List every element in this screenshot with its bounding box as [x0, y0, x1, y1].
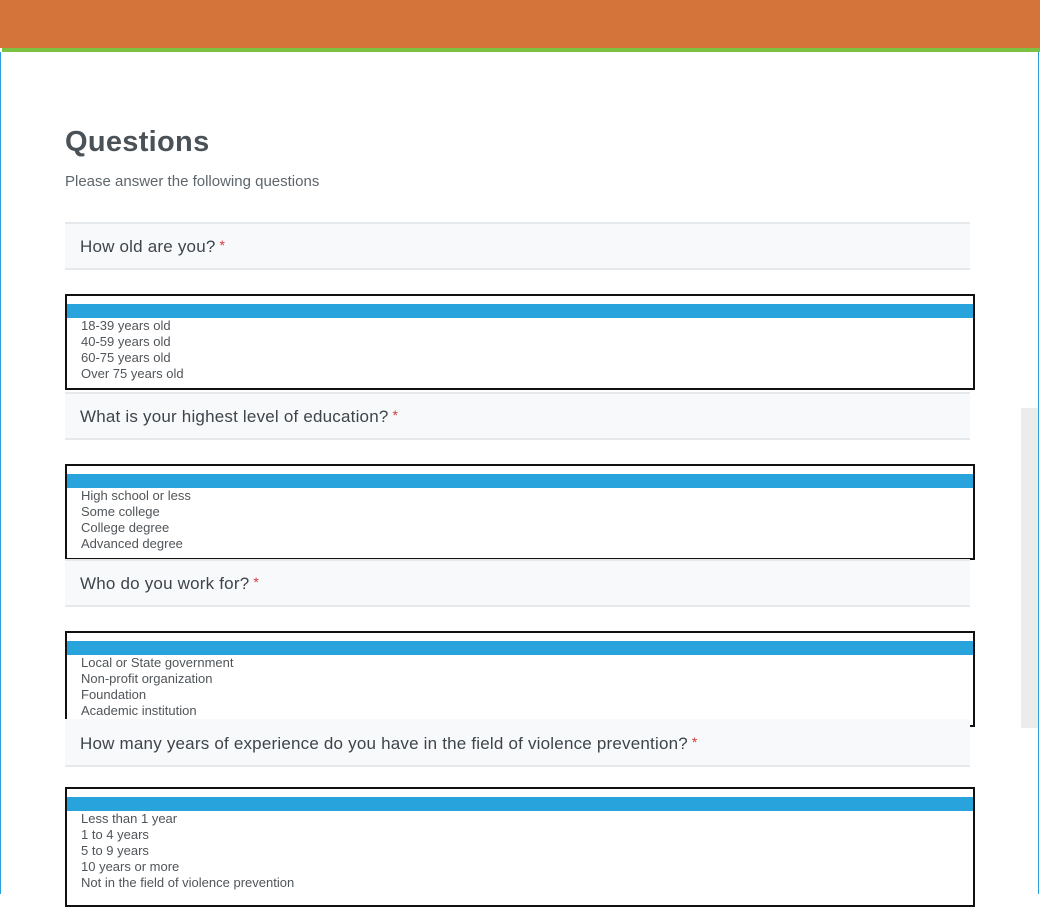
scrollbar-track[interactable]	[1021, 408, 1038, 728]
listbox-option[interactable]: Local or State government	[81, 655, 234, 670]
employer-listbox[interactable]	[65, 631, 975, 727]
frame-border-right	[1038, 52, 1039, 894]
header-bar	[0, 0, 1040, 48]
listbox-option-blank[interactable]	[67, 474, 973, 488]
required-marker: *	[392, 407, 399, 423]
listbox-option-blank[interactable]	[67, 304, 973, 318]
listbox-option[interactable]: Academic institution	[81, 703, 197, 718]
question-label: How old are you? *	[80, 237, 226, 256]
question-label: Who do you work for? *	[80, 574, 260, 593]
listbox-option[interactable]: Over 75 years old	[81, 366, 184, 381]
required-marker: *	[691, 734, 698, 750]
listbox-option[interactable]: Non-profit organization	[81, 671, 213, 686]
frame-border-left	[0, 52, 1, 894]
listbox-option[interactable]: 40-59 years old	[81, 334, 171, 349]
question-age	[65, 222, 970, 270]
listbox-option-blank[interactable]	[67, 797, 973, 811]
experience-listbox[interactable]	[65, 787, 975, 907]
listbox-option[interactable]: Not in the field of violence prevention	[81, 875, 295, 890]
listbox-option[interactable]: Less than 1 year	[81, 811, 178, 826]
question-employer	[65, 559, 970, 607]
question-education	[65, 392, 970, 440]
listbox-option[interactable]: 18-39 years old	[81, 318, 171, 333]
page-subtitle: Please answer the following questions	[65, 173, 320, 190]
education-listbox[interactable]	[65, 464, 975, 560]
listbox-option[interactable]: Foundation	[81, 687, 147, 702]
listbox-option[interactable]: 1 to 4 years	[81, 827, 149, 842]
required-marker: *	[253, 574, 260, 590]
listbox-option[interactable]: College degree	[81, 520, 170, 535]
listbox-option[interactable]: 5 to 9 years	[81, 843, 149, 858]
listbox-option[interactable]: 60-75 years old	[81, 350, 171, 365]
listbox-option[interactable]: Advanced degree	[81, 536, 183, 551]
survey-form	[65, 52, 975, 894]
page-title: Questions	[65, 126, 210, 158]
required-marker: *	[219, 237, 226, 253]
listbox-option[interactable]: 10 years or more	[81, 859, 180, 874]
listbox-option[interactable]: Some college	[81, 504, 160, 519]
age-listbox[interactable]	[65, 294, 975, 390]
question-label: What is your highest level of education? *	[80, 407, 399, 426]
question-label: How many years of experience do you have in the field of violence prevention? *	[80, 734, 698, 753]
listbox-option-blank[interactable]	[67, 641, 973, 655]
listbox-option[interactable]: High school or less	[81, 488, 191, 503]
question-experience	[65, 719, 970, 767]
